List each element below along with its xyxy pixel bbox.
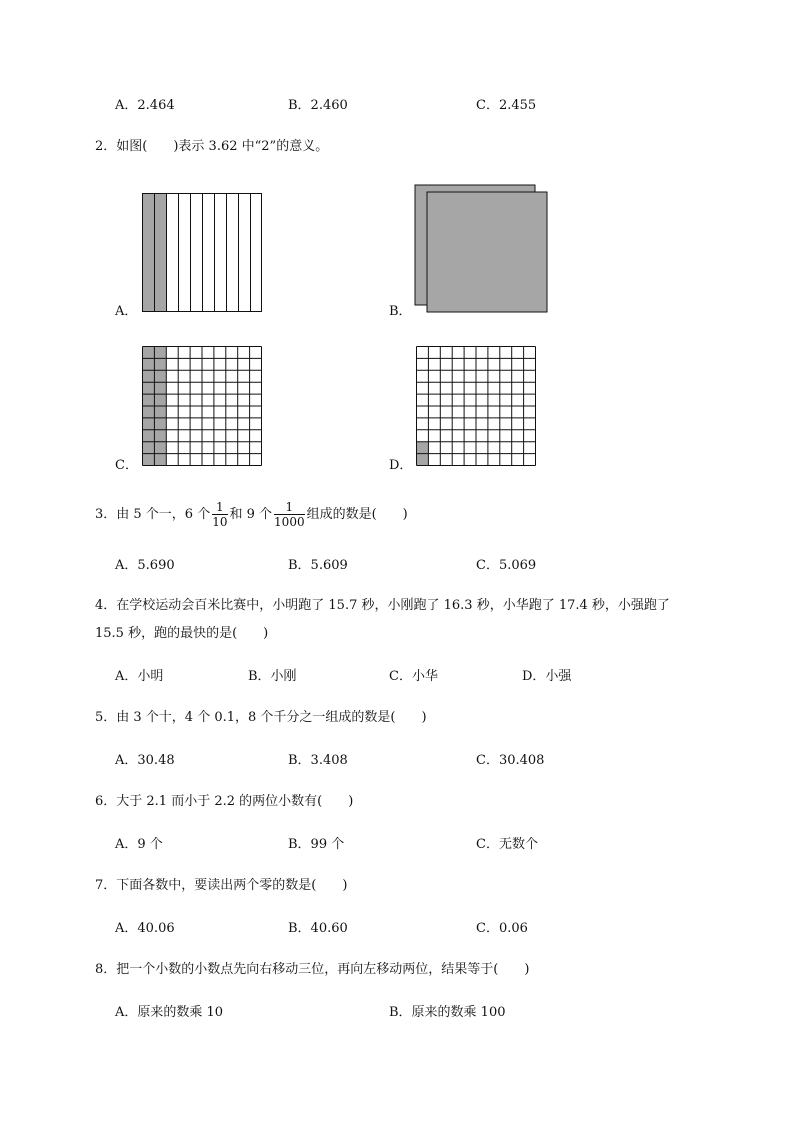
figure-b-two-wholes [414, 184, 550, 314]
q3-stem-part3: 组成的数是( ) [306, 507, 408, 522]
q2-option-a-label: A． [115, 304, 138, 319]
frac1-numerator: 1 [212, 500, 227, 515]
q5-stem: 5．由 3 个十，4 个 0.1，8 个千分之一组成的数是( ) [95, 710, 427, 725]
q1-option-c: C．2.455 [476, 98, 537, 113]
q2-option-b-label: B． [389, 304, 412, 319]
q6-option-c: C．无数个 [476, 837, 538, 852]
q8-option-b: B．原来的数乘 100 [389, 1005, 506, 1020]
q4-stem-line1: 4．在学校运动会百米比赛中，小明跑了 15.7 秒，小刚跑了 16.3 秒，小华跑了 17.4 秒，小强跑了 [95, 598, 670, 613]
q3-option-c: C．5.069 [476, 558, 537, 573]
figure-a-tenths-strips [142, 193, 263, 314]
q3-option-a: A．5.690 [115, 558, 175, 573]
q3-option-b: B．5.609 [288, 558, 348, 573]
figure-d-hundredths-grid [416, 346, 538, 468]
q3-stem-part2: 和 9 个 [229, 507, 273, 522]
q1-option-a: A．2.464 [115, 98, 175, 113]
q7-option-b: B．40.60 [288, 921, 348, 936]
figure-c-hundredths-grid [142, 346, 264, 468]
q5-option-b: B．3.408 [288, 753, 348, 768]
q2-option-c-label: C． [115, 458, 138, 473]
frac2-numerator: 1 [274, 500, 305, 515]
q5-option-c: C．30.408 [476, 753, 545, 768]
q7-stem: 7．下面各数中，要读出两个零的数是( ) [95, 878, 348, 893]
q4-option-d: D．小强 [522, 669, 572, 684]
q2-stem: 2．如图( )表示 3.62 中“2”的意义。 [95, 139, 329, 154]
q6-stem: 6．大于 2.1 而小于 2.2 的两位小数有( ) [95, 794, 354, 809]
fraction-one-tenth [212, 500, 227, 529]
fraction-one-thousandth [274, 500, 305, 529]
frac2-denominator: 1000 [274, 515, 305, 529]
frac1-denominator: 10 [212, 515, 228, 529]
q3-stem-part1: 3．由 5 个一，6 个 [95, 507, 211, 522]
q8-option-a: A．原来的数乘 10 [115, 1005, 224, 1020]
q7-option-a: A．40.06 [115, 921, 175, 936]
q3-stem [95, 500, 408, 530]
q2-option-d-label: D． [389, 458, 413, 473]
q4-stem-line2: 15.5 秒，跑的最快的是( ) [95, 626, 269, 641]
q4-option-b: B．小刚 [248, 669, 297, 684]
q6-option-a: A．9 个 [115, 837, 163, 852]
q5-option-a: A．30.48 [115, 753, 175, 768]
q6-option-b: B．99 个 [288, 837, 345, 852]
q4-option-a: A．小明 [115, 669, 164, 684]
q8-stem: 8．把一个小数的小数点先向右移动三位，再向左移动两位，结果等于( ) [95, 962, 530, 977]
q7-option-c: C．0.06 [476, 921, 528, 936]
q4-option-c: C．小华 [389, 669, 438, 684]
q1-option-b: B．2.460 [288, 98, 348, 113]
